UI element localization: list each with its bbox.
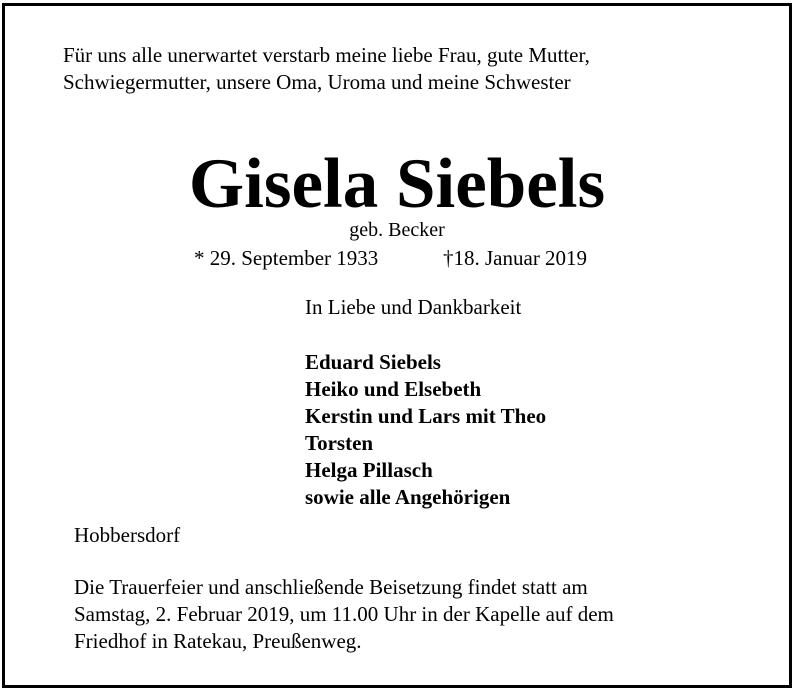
intro-line-1: Für uns alle unerwartet verstarb meine liebe Frau, gute Mutter, [63,43,590,67]
funeral-info-line-3: Friedhof in Ratekau, Preußenweg. [74,629,362,653]
mourner-name: Torsten [305,431,374,455]
deceased-name: Gisela Siebels [188,145,606,223]
mourner-name: Heiko und Elsebeth [305,377,482,401]
mourner-name: Helga Pillasch [305,458,433,482]
mourner-name: Kerstin und Lars mit Theo [305,404,547,428]
birth-name: geb. Becker [349,219,445,241]
place-name: Hobbersdorf [74,523,181,547]
funeral-info-line-1: Die Trauerfeier und anschließende Beisetzung findet statt am [74,575,588,599]
birth-date: * 29. September 1933 [194,246,379,270]
mourner-name: Eduard Siebels [305,350,441,374]
obituary-notice [2,3,792,688]
death-date: †18. Januar 2019 [443,246,588,270]
dedication: In Liebe und Dankbarkeit [305,295,522,319]
mourner-name: sowie alle Angehörigen [305,485,511,509]
funeral-info-line-2: Samstag, 2. Februar 2019, um 11.00 Uhr in der Kapelle auf dem [74,602,614,626]
intro-line-2: Schwiegermutter, unsere Oma, Uroma und meine Schwester [63,70,571,94]
